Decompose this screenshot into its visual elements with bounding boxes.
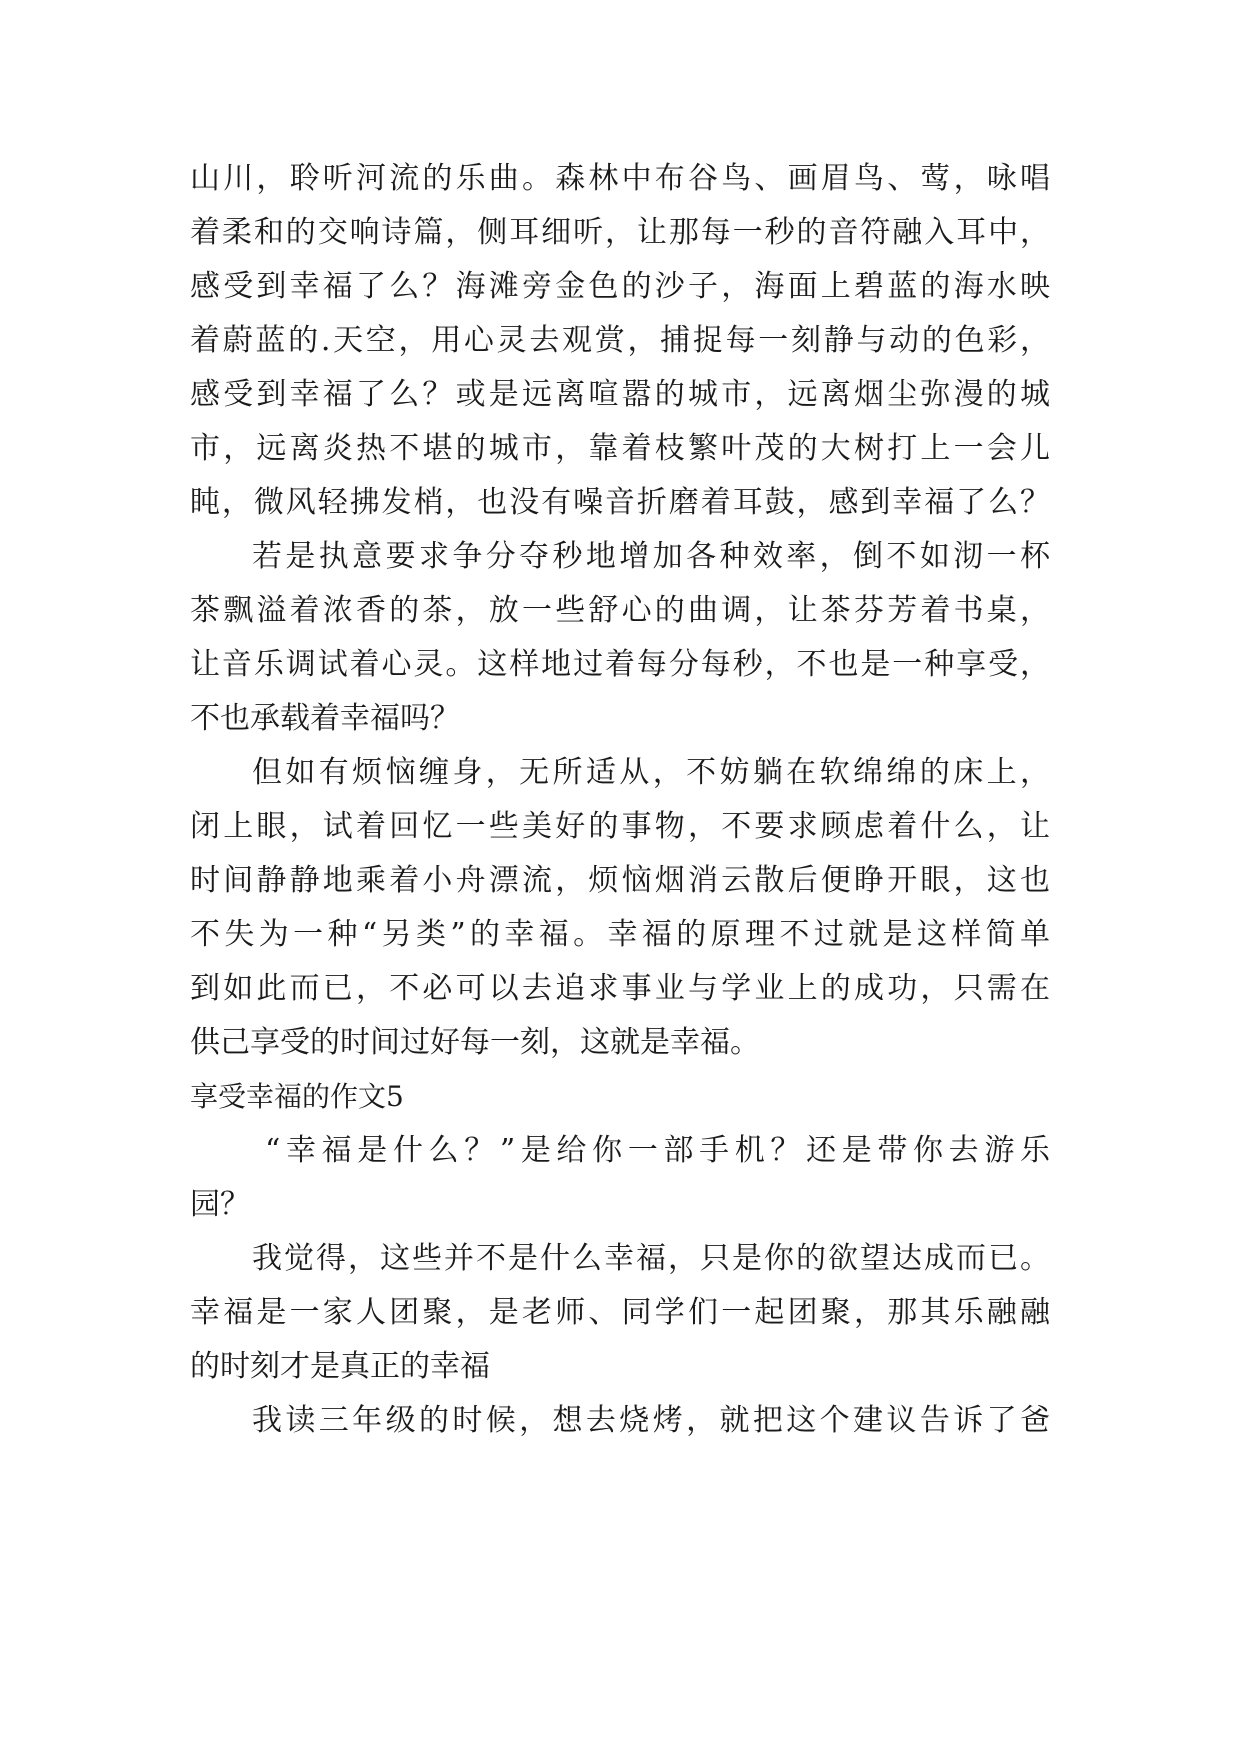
text-line: 盹，微风轻拂发梢，也没有噪音折磨着耳鼓，感到幸福了么？ — [190, 485, 1050, 520]
paragraph-3 — [190, 746, 1050, 1070]
paragraph-2 — [190, 530, 1050, 746]
text-line: 茶飘溢着浓香的茶，放一些舒心的曲调，让茶芬芳着书桌， — [190, 593, 1050, 628]
text-line: 时间静静地乘着小舟漂流，烦恼烟消云散后便睁开眼，这也 — [190, 863, 1050, 898]
paragraph-1 — [190, 152, 1050, 530]
text-line: 供己享受的时间过好每一刻，这就是幸福。 — [190, 1025, 760, 1060]
section-heading: 享受幸福的作文5 — [190, 1080, 404, 1113]
paragraph-4 — [190, 1124, 1050, 1232]
text-line: 幸福是一家人团聚，是老师、同学们一起团聚，那其乐融融 — [190, 1295, 1050, 1330]
text-line: 园？ — [190, 1187, 250, 1222]
paragraph-5 — [190, 1232, 1050, 1394]
text-line: 我读三年级的时候，想去烧烤，就把这个建议告诉了爸 — [252, 1403, 1050, 1438]
paragraph-6 — [190, 1394, 1050, 1448]
text-line: 山川，聆听河流的乐曲。森林中布谷鸟、画眉鸟、莺，咏唱 — [190, 161, 1050, 196]
text-line: 我觉得，这些并不是什么幸福，只是你的欲望达成而已。 — [252, 1241, 1050, 1276]
text-line: “幸福是什么？”是给你一部手机？还是带你去游乐 — [265, 1133, 1050, 1168]
text-line: 到如此而已，不必可以去追求事业与学业上的成功，只需在 — [190, 971, 1050, 1006]
text-line: 市，远离炎热不堪的城市，靠着枝繁叶茂的大树打上一会儿 — [190, 431, 1050, 466]
document-page — [190, 152, 1050, 1448]
text-line: 闭上眼，试着回忆一些美好的事物，不要求顾虑着什么，让 — [190, 809, 1050, 844]
text-line: 不失为一种“另类”的幸福。幸福的原理不过就是这样简单 — [190, 917, 1050, 952]
text-line: 不也承载着幸福吗？ — [190, 701, 460, 736]
text-line: 感受到幸福了么？海滩旁金色的沙子，海面上碧蓝的海水映 — [190, 269, 1050, 304]
text-line: 若是执意要求争分夺秒地增加各种效率，倒不如沏一杯 — [252, 539, 1050, 574]
text-line: 着柔和的交响诗篇，侧耳细听，让那每一秒的音符融入耳中， — [190, 215, 1050, 250]
text-line: 感受到幸福了么？或是远离喧嚣的城市，远离烟尘弥漫的城 — [190, 377, 1050, 412]
text-line: 但如有烦恼缠身，无所适从，不妨躺在软绵绵的床上， — [252, 755, 1050, 790]
text-line: 着蔚蓝的.天空，用心灵去观赏，捕捉每一刻静与动的色彩， — [190, 323, 1050, 358]
text-line: 的时刻才是真正的幸福 — [190, 1349, 490, 1384]
text-line: 让音乐调试着心灵。这样地过着每分每秒，不也是一种享受， — [190, 647, 1050, 682]
